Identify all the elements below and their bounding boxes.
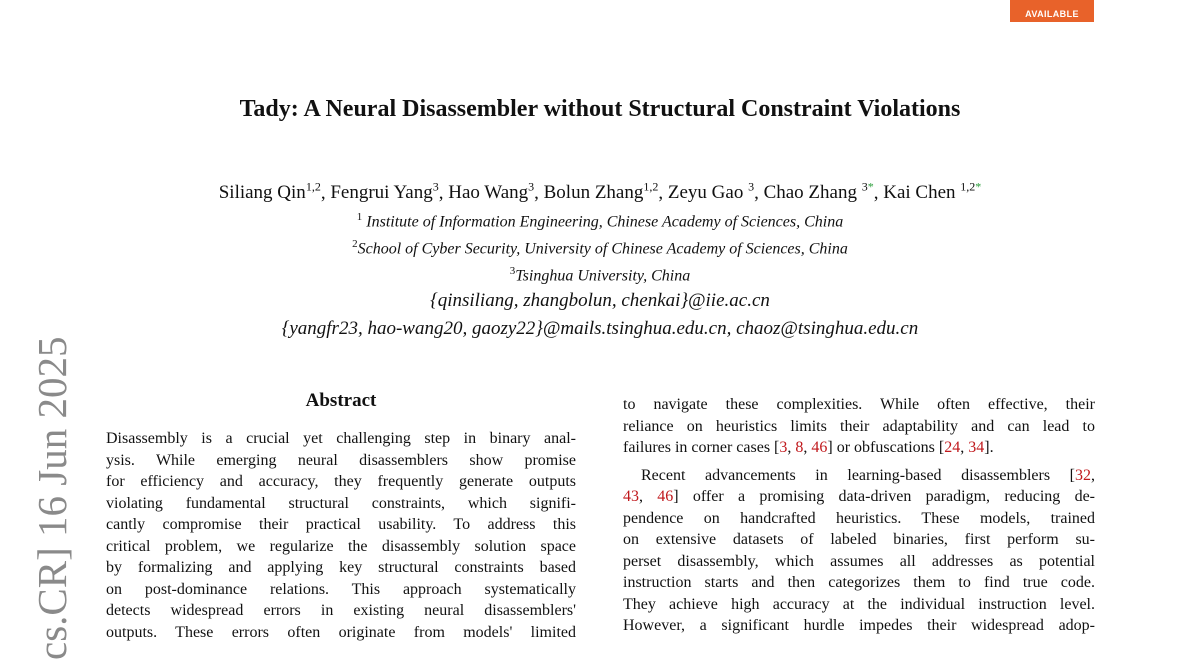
citation-link[interactable]: 34 bbox=[968, 439, 985, 456]
body-text: to navigate these complexities. While often effective, their bbox=[623, 396, 1095, 413]
author-name: Bolun Zhang$^{1,2}$ bbox=[543, 180, 659, 204]
abstract-line: on post-dominance relations. This approach systematically bbox=[106, 580, 576, 598]
abstract-line: cantly compromise their practical usability. To address this bbox=[106, 516, 576, 533]
body-line bbox=[623, 416, 1095, 438]
author-affiliation-sup: 1,2 bbox=[643, 180, 659, 194]
affiliation-3-text: Tsinghua University, China bbox=[515, 267, 691, 285]
affiliation-1-sup: 1 bbox=[356, 211, 363, 223]
body-text: , bbox=[787, 439, 796, 456]
abstract-heading: Abstract bbox=[305, 390, 377, 411]
body-text: failures in corner cases [ bbox=[623, 439, 780, 456]
affiliation-2 bbox=[0, 238, 1200, 258]
abstract-line: detects widespread errors in existing neural disassemblers' bbox=[106, 602, 576, 619]
author-name: Chao Zhang $^{3*}$ bbox=[763, 180, 874, 204]
paper-title: Tady: A Neural Disassembler without Structural Constraint Violations bbox=[239, 96, 961, 122]
body-line bbox=[623, 508, 1095, 530]
author-name: Zeyu Gao $^3$ bbox=[667, 180, 755, 204]
body-text: , bbox=[960, 439, 969, 456]
author-affiliation-sup: 3 bbox=[528, 180, 535, 194]
author-list: Siliang Qin$^{1,2}$, Fengrui Yang$^3$, Hao Wang$^3$, Bolun Zhang$^{1,2}$, Zeyu Gao $^3$, Chao Zhang $^{3*}$, Kai Chen $^{1,2*}$ bbox=[218, 180, 982, 204]
author-affiliation-sup: 3 bbox=[861, 180, 868, 194]
body-text: ]. bbox=[984, 439, 994, 456]
author-affiliation-sup: 1,2 bbox=[305, 180, 321, 194]
body-line bbox=[623, 529, 1095, 551]
introduction-body bbox=[623, 394, 1095, 637]
author-name: Hao Wang$^3$ bbox=[448, 180, 535, 204]
affiliation-3 bbox=[0, 265, 1200, 285]
body-text: ] offer a promising data-driven paradigm, reducing de- bbox=[673, 488, 1096, 505]
citation-link[interactable]: 24 bbox=[944, 439, 961, 456]
citation-link[interactable]: 46 bbox=[811, 439, 828, 456]
body-text: However, a significant hurdle impedes their widespread adop- bbox=[623, 617, 1095, 634]
abstract-line: outputs. These errors often originate from models' limited bbox=[106, 623, 576, 641]
body-text: , bbox=[803, 439, 812, 456]
abstract-line: violating fundamental structural constraints, which signifi- bbox=[106, 494, 576, 512]
author-affiliation-sup: 1,2 bbox=[960, 180, 976, 194]
email-line-1: {qinsiliang, zhangbolun, chenkai}@iie.ac.cn bbox=[430, 290, 770, 311]
body-line bbox=[623, 437, 1095, 459]
body-line bbox=[623, 465, 1095, 487]
body-line bbox=[623, 394, 1095, 416]
body-text: perset disassembly, which assumes all addresses as potential bbox=[623, 552, 1095, 570]
body-text: ] or obfuscations [ bbox=[827, 439, 945, 456]
affiliation-1-text: Institute of Information Engineering, Chinese Academy of Sciences, China bbox=[362, 213, 844, 231]
body-line bbox=[623, 486, 1095, 508]
citation-link[interactable]: 46 bbox=[657, 488, 674, 505]
body-line bbox=[623, 551, 1095, 573]
affiliation-1 bbox=[0, 211, 1200, 231]
body-text: They achieve high accuracy at the individual instruction level. bbox=[623, 595, 1095, 613]
affiliation-2-text: School of Cyber Security, University of Chinese Academy of Sciences, China bbox=[357, 240, 848, 258]
abstract-line: ysis. While emerging neural disassemblers show promise bbox=[106, 451, 576, 469]
body-text: pendence on handcrafted heuristics. These models, trained bbox=[623, 509, 1095, 527]
corresponding-author-star-icon: * bbox=[867, 180, 874, 194]
email-line-2: {yangfr23, hao-wang20, gaozy22}@mails.tsinghua.edu.cn, chaoz@tsinghua.edu.cn bbox=[281, 318, 919, 339]
corresponding-author-star-icon: * bbox=[975, 180, 982, 194]
body-line bbox=[623, 572, 1095, 594]
body-text: instruction starts and then categorizes them to find true code. bbox=[623, 574, 1095, 591]
body-text: on extensive datasets of labeled binaries, first perform su- bbox=[623, 531, 1095, 548]
body-text: reliance on heuristics limits their adaptability and can lead to bbox=[623, 417, 1095, 435]
author-name: Fengrui Yang$^3$ bbox=[330, 180, 439, 204]
arxiv-stamp-text: cs.CR] 16 Jun 2025 bbox=[29, 336, 75, 660]
author-name: Siliang Qin$^{1,2}$ bbox=[218, 180, 321, 204]
arxiv-identifier-stamp bbox=[22, 330, 82, 660]
citation-link[interactable]: 32 bbox=[1075, 466, 1091, 484]
abstract-body bbox=[106, 428, 576, 643]
artifact-available-badge: AVAILABLE bbox=[1010, 0, 1094, 22]
citation-link[interactable]: 43 bbox=[623, 488, 639, 505]
author-name: Kai Chen $^{1,2*}$ bbox=[883, 180, 982, 204]
abstract-line: Disassembly is a crucial yet challenging step in binary anal- bbox=[106, 430, 576, 447]
abstract-line: for efficiency and accuracy, they frequently generate outputs bbox=[106, 473, 576, 490]
abstract-line: critical problem, we regularize the disassembly solution space bbox=[106, 537, 576, 555]
author-affiliation-sup: 3 bbox=[748, 180, 755, 194]
citation-link[interactable]: 3 bbox=[779, 439, 788, 456]
body-text: Recent advancements in learning-based disassemblers [ bbox=[641, 466, 1075, 484]
citation-link[interactable]: 8 bbox=[795, 439, 804, 456]
body-text: , bbox=[639, 488, 658, 505]
abstract-line: by formalizing and applying key structural constraints based bbox=[106, 559, 576, 576]
affiliation-2-sup: 2 bbox=[352, 238, 358, 250]
body-line bbox=[623, 615, 1095, 637]
affiliation-3-sup: 3 bbox=[509, 265, 516, 277]
body-line bbox=[623, 594, 1095, 616]
author-affiliation-sup: 3 bbox=[432, 180, 439, 194]
body-text: , bbox=[1091, 466, 1095, 484]
